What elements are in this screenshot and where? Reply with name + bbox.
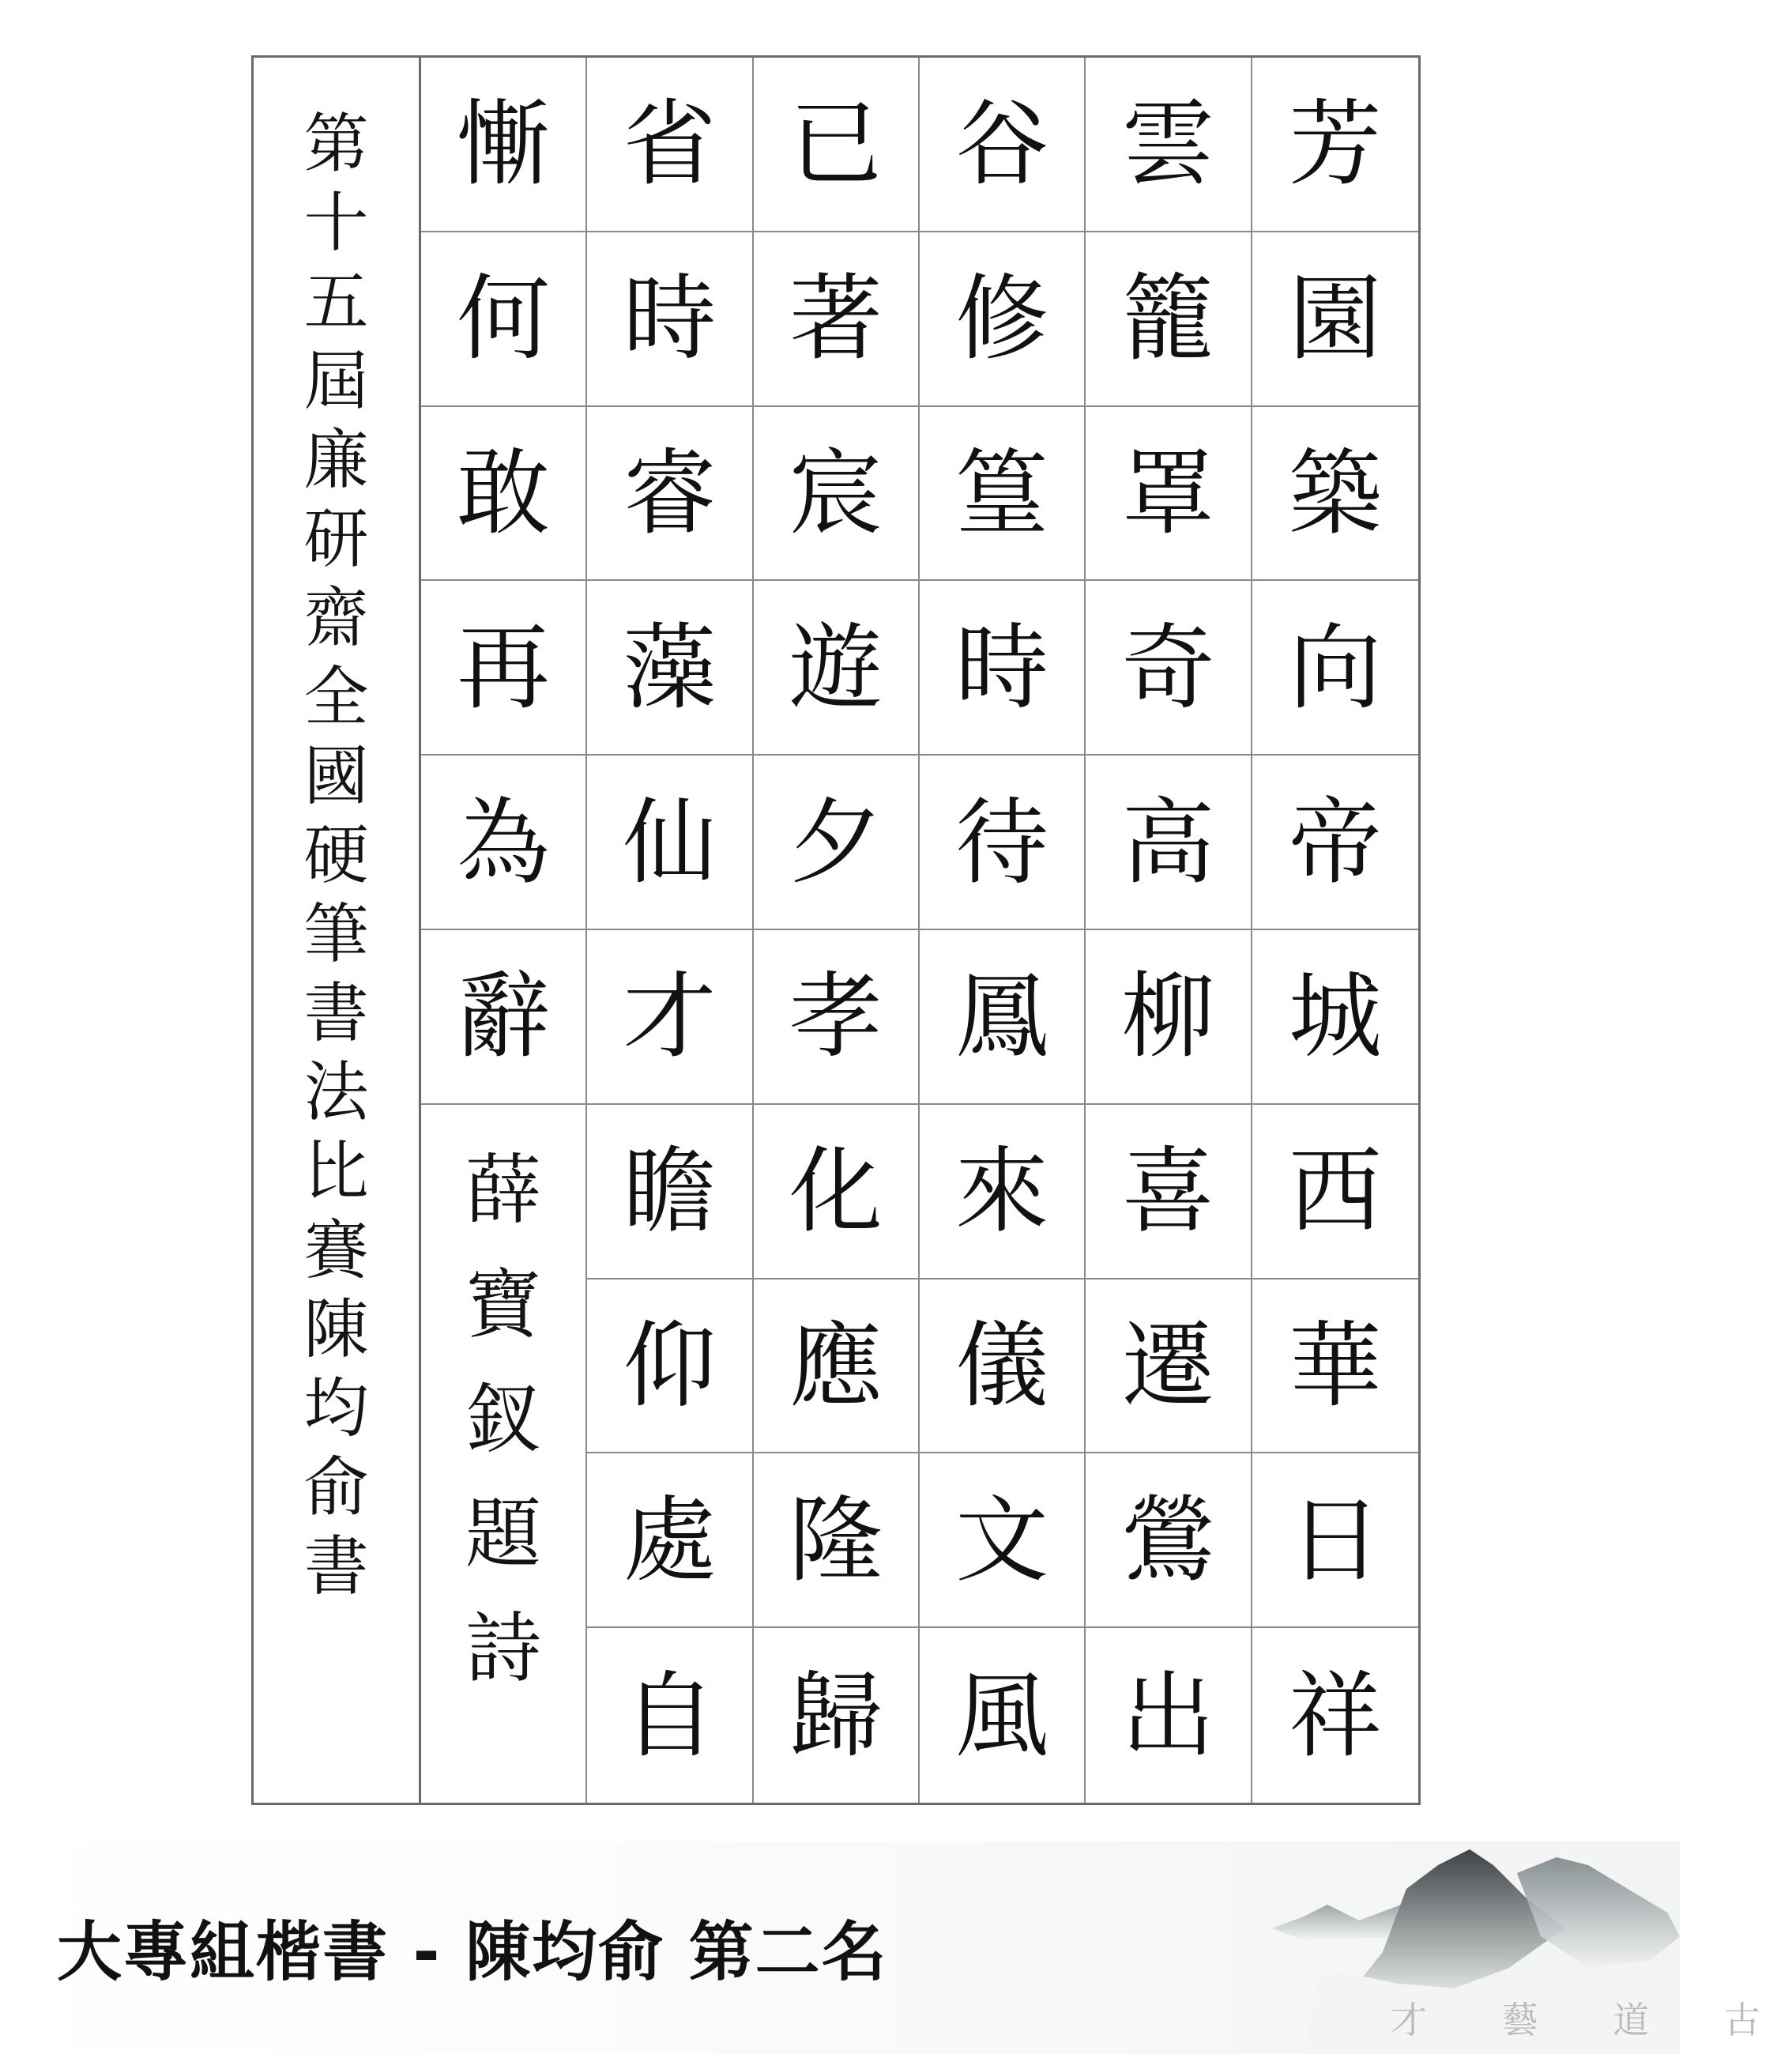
grid-cell: 睿: [587, 407, 753, 582]
grid-cell: 處: [587, 1453, 753, 1628]
signature-cell: [421, 1105, 587, 1803]
title-char: 屆: [303, 344, 369, 419]
grid-cell: 出: [1086, 1628, 1252, 1803]
grid-cell: 時: [587, 232, 753, 407]
grid-cell: 園: [1252, 232, 1418, 407]
title-char: 第: [303, 107, 369, 182]
grid-cell: 喜: [1086, 1105, 1252, 1280]
grid-cell: 祥: [1288, 1660, 1382, 1770]
signature-char: 詩: [465, 1604, 542, 1693]
background-watermark-text: 才 藝 道 古: [1391, 1999, 1792, 2041]
grid-cell: 待: [920, 756, 1086, 930]
title-char: 五: [303, 265, 369, 340]
title-char: 十: [303, 186, 369, 261]
title-char: 均: [303, 1371, 369, 1446]
grid-cell: 城: [1252, 930, 1418, 1105]
title-char: 賽: [303, 1213, 369, 1288]
grid-cell: 柳: [1086, 930, 1252, 1105]
signature-char: 題: [465, 1489, 542, 1578]
grid-cell: 瞻: [587, 1105, 753, 1280]
character-grid: [421, 58, 1418, 1803]
grid-cell: 著: [754, 232, 920, 407]
grid-cell: 時: [920, 581, 1086, 756]
grid-cell: 宸: [754, 407, 920, 582]
grid-cell: 才: [587, 930, 753, 1105]
grid-cell: 風: [920, 1628, 1086, 1803]
title-char: 齋: [303, 581, 369, 656]
grid-cell: 帝: [1252, 756, 1418, 930]
grid-cell: 遷: [1086, 1280, 1252, 1454]
grid-cell: 孝: [754, 930, 920, 1105]
grid-cell: 築: [1252, 407, 1418, 582]
title-column: [254, 58, 421, 1803]
title-char: 書: [303, 1529, 369, 1604]
title-char: 書: [303, 976, 369, 1051]
title-char: 國: [303, 739, 369, 814]
grid-cell: 文: [920, 1453, 1086, 1628]
grid-cell: 雲: [1086, 58, 1252, 232]
grid-cell: 籠: [1086, 232, 1252, 407]
title-char: 硬: [303, 818, 369, 893]
title-char: 筆: [303, 897, 369, 972]
signature-char: 寶: [465, 1260, 542, 1349]
grid-cell: 鳳: [920, 930, 1086, 1105]
signature-char: 釵: [465, 1374, 542, 1464]
grid-cell: 罩: [1086, 407, 1252, 582]
grid-cell: 慚: [421, 58, 587, 232]
grid-cell: 儀: [920, 1280, 1086, 1454]
signature-char: 薛: [465, 1145, 542, 1234]
grid-cell: 自: [587, 1628, 753, 1803]
grid-cell: 辭: [421, 930, 587, 1105]
grid-cell: 篁: [920, 407, 1086, 582]
grid-cell: 西: [1252, 1105, 1418, 1280]
grid-cell: 藻: [587, 581, 753, 756]
grid-cell: 何: [421, 232, 587, 407]
grid-cell: 敢: [421, 407, 587, 582]
grid-cell: 化: [754, 1105, 920, 1280]
grid-cell: 鶯: [1086, 1453, 1252, 1628]
grid-cell: 谷: [920, 58, 1086, 232]
title-char: 俞: [303, 1450, 369, 1525]
title-char: 研: [303, 502, 369, 577]
grid-cell: 仙: [587, 756, 753, 930]
grid-cell: 隆: [754, 1453, 920, 1628]
grid-cell: 修: [920, 232, 1086, 407]
grid-cell: 芳: [1252, 58, 1418, 232]
grid-cell: 夕: [754, 756, 920, 930]
title-char: 法: [303, 1055, 369, 1130]
grid-cell: 向: [1252, 581, 1418, 756]
grid-cell: 歸: [754, 1628, 920, 1803]
grid-cell: 高: [1086, 756, 1252, 930]
grid-cell: 華: [1252, 1280, 1418, 1454]
grid-cell: 遊: [754, 581, 920, 756]
grid-cell: 仰: [587, 1280, 753, 1454]
grid-cell: 應: [754, 1280, 920, 1454]
calligraphy-sheet: [251, 55, 1421, 1805]
title-char: 全: [303, 660, 369, 735]
title-char: 陳: [303, 1292, 369, 1367]
title-char: 廉: [303, 423, 369, 498]
grid-cell: 再: [421, 581, 587, 756]
grid-cell: 省: [587, 58, 753, 232]
caption-title: 大專組楷書 - 陳均俞 第二名: [57, 1915, 888, 1990]
grid-cell: 為: [421, 756, 587, 930]
grid-cell: 奇: [1086, 581, 1252, 756]
grid-cell: 已: [754, 58, 920, 232]
grid-cell: 來: [920, 1105, 1086, 1280]
title-char: 比: [303, 1134, 369, 1209]
grid-cell: 日: [1252, 1453, 1418, 1628]
